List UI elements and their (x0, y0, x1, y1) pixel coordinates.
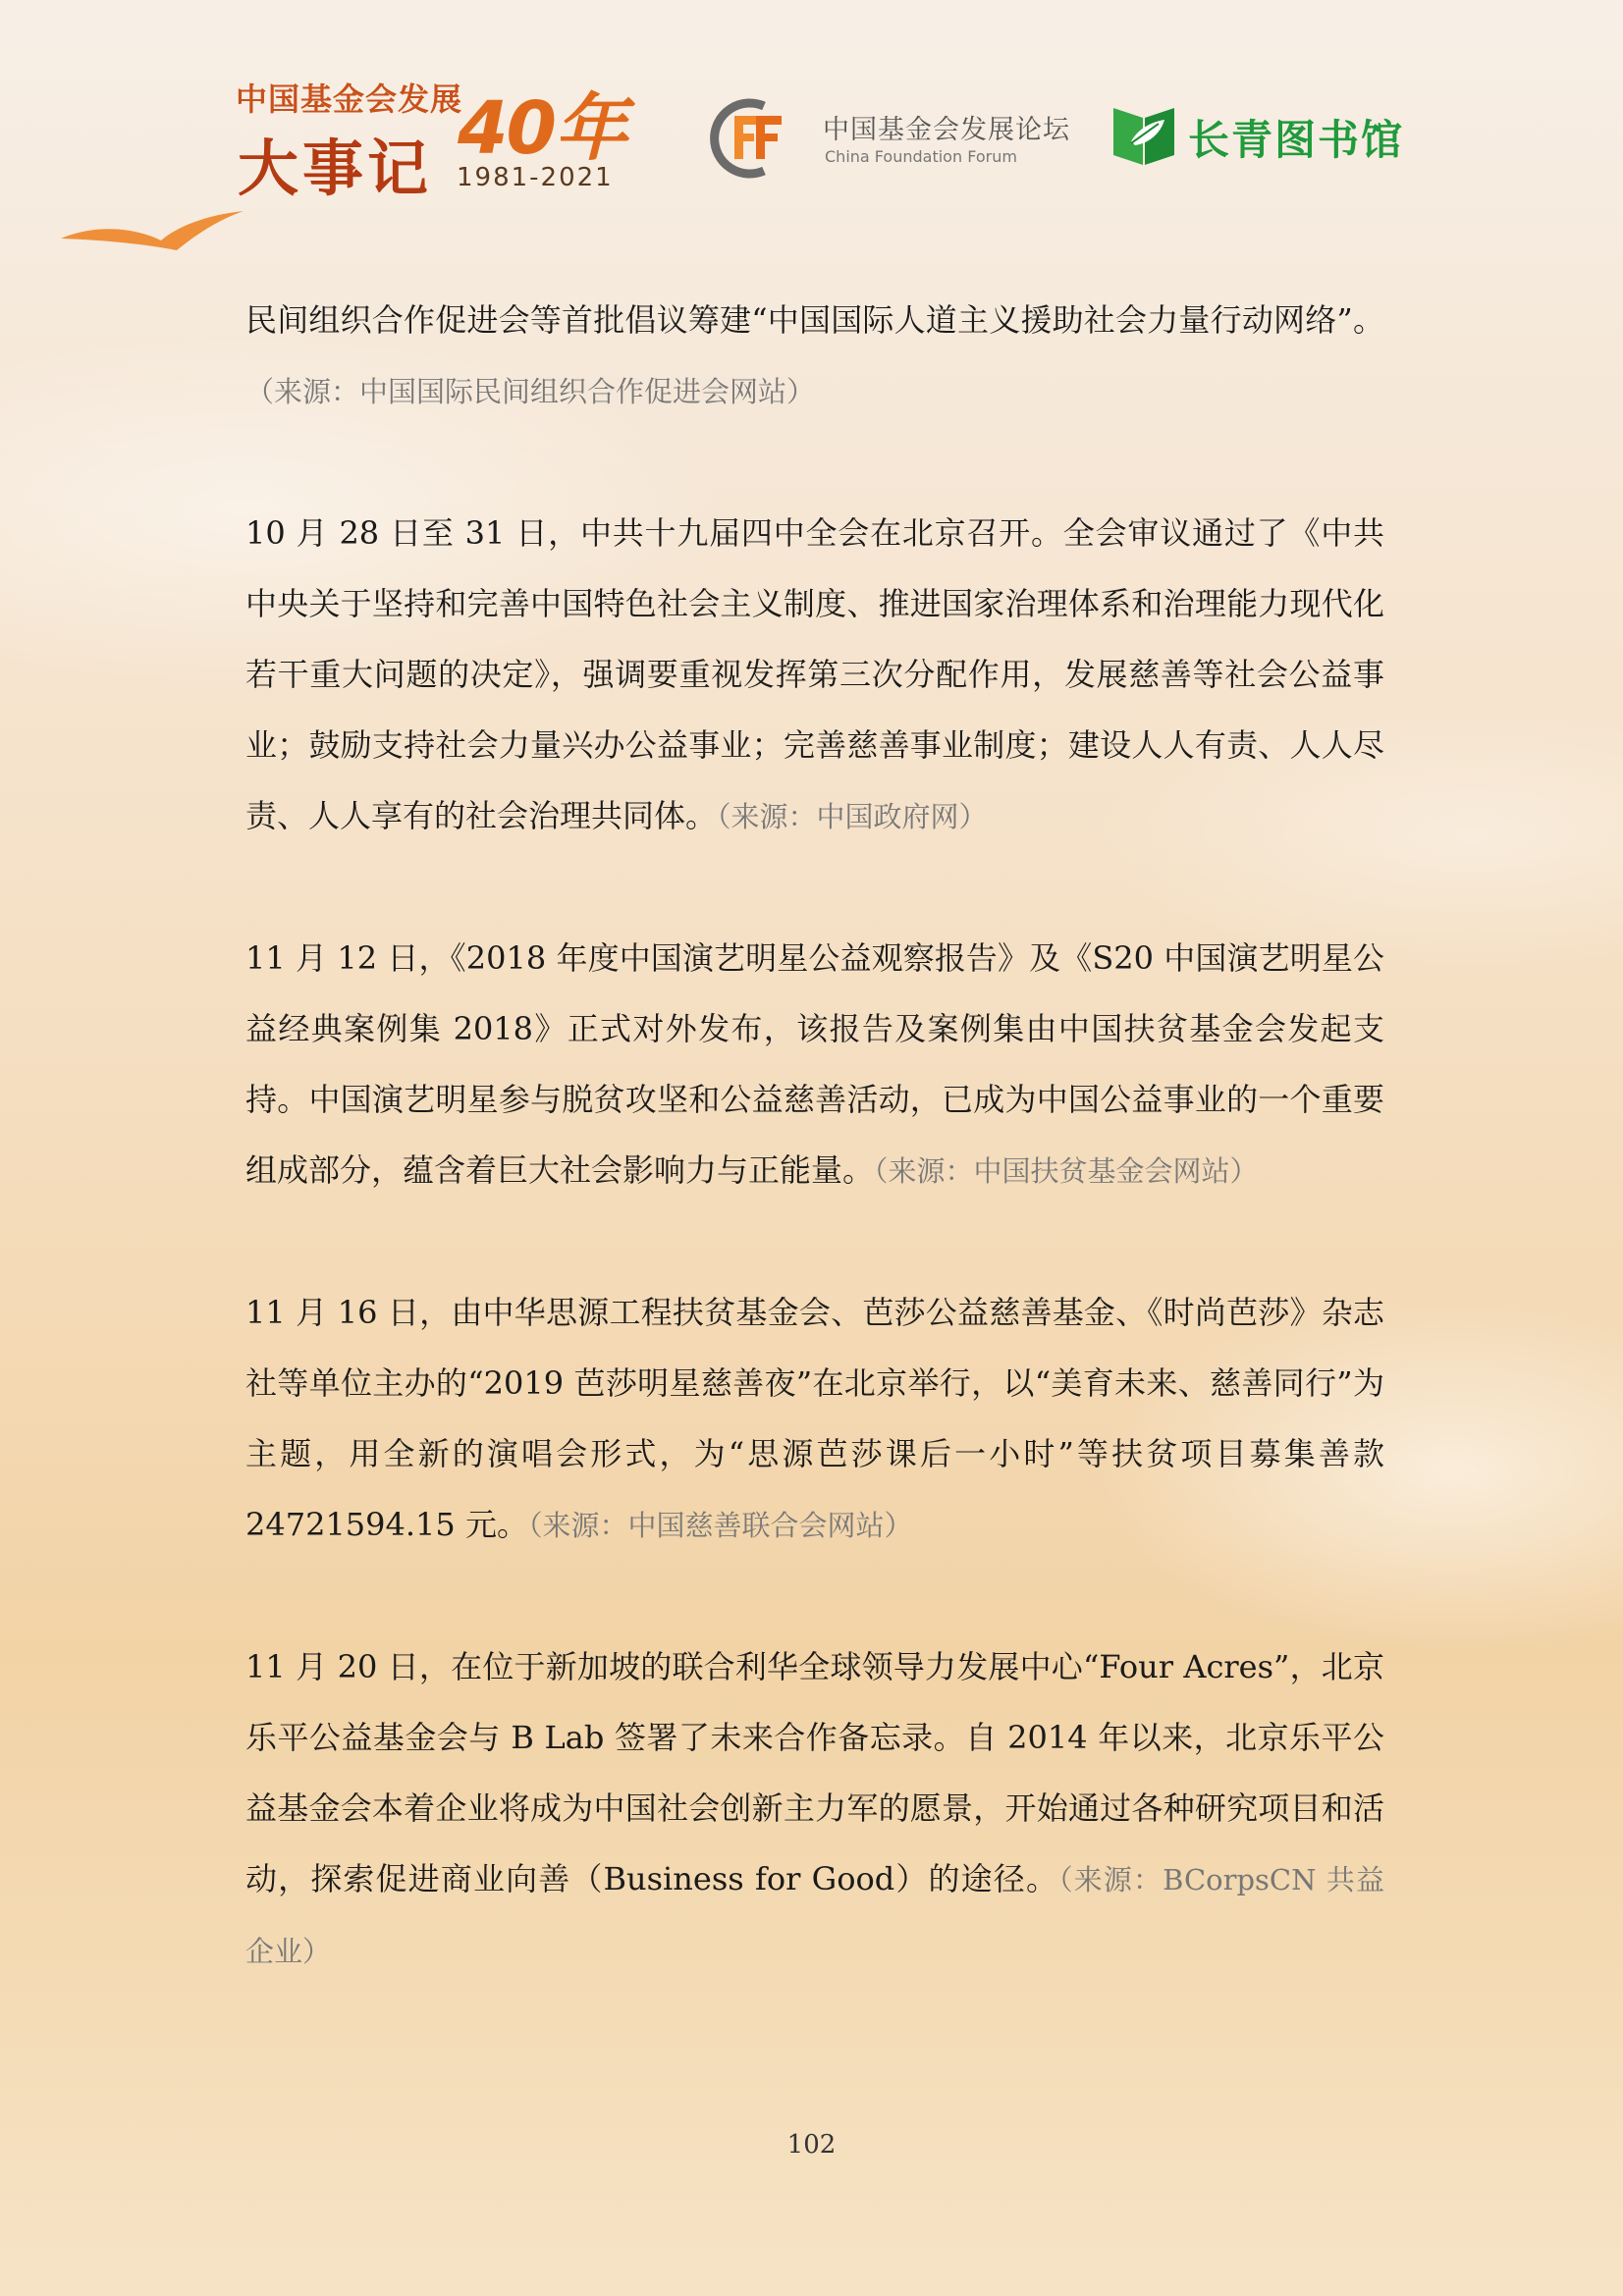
event-source: （来源：中国国际民间组织合作促进会网站） (245, 375, 816, 408)
event-text: 民间组织合作促进会等首批倡议筹建“中国国际人道主义援助社会力量行动网络”。 (245, 301, 1384, 339)
event-source: （来源：中国扶贫基金会网站） (874, 1154, 1259, 1188)
event-text: 11 月 12 日，《2018 年度中国演艺明星公益观察报告》及《S20 中国演艺明星公益经典案例集 2018》正式对外发布，该报告及案例集由中国扶贫基金会发起支持。中国演艺明星参与脱贫攻坚和公益慈善活动，已成为中国公益事业的一个重要组成部分，蕴含着巨大社会影响力与正能量。 (245, 939, 1384, 1189)
page-number: 102 (786, 2130, 837, 2160)
logo40-big-title: 大事记 (238, 133, 433, 204)
event-source: （来源：中国慈善联合会网站） (527, 1509, 913, 1542)
book-leaf-icon (1109, 98, 1178, 169)
event-source: （来源：中国政府网） (717, 800, 988, 833)
forty-years-logo (236, 69, 628, 204)
event-text: 11 月 16 日，由中华思源工程扶贫基金会、芭莎公益慈善基金、《时尚芭莎》杂志社等单位主办的“2019 芭莎明星慈善夜”在北京举行，以“美育未来、慈善同行”为主题，用全新的演唱会形式，为“思源芭莎课后一小时”等扶贫项目募集善款 24721594.15 元。 (245, 1294, 1384, 1543)
event-paragraph (245, 498, 1384, 852)
logo40-number: 40年 (458, 86, 625, 171)
cff-logo-icon (705, 94, 793, 183)
event-text: 10 月 28 日至 31 日，中共十九届四中全会在北京召开。全会审议通过了《中共中央关于坚持和完善中国特色社会主义制度、推进国家治理体系和治理能力现代化若干重大问题的决定》，强调要重视发挥第三次分配作用，发展慈善等社会公益事业；鼓励支持社会力量兴办公益事业；完善慈善事业制度；建设人人有责、人人尽责、人人享有的社会治理共同体。 (245, 514, 1384, 834)
evergreen-library-logo (1109, 98, 1424, 177)
logo40-small-title: 中国基金会发展 (236, 80, 463, 118)
logo40-years: 1981-2021 (457, 163, 614, 192)
library-name: 长青图书馆 (1188, 116, 1405, 164)
page-header (0, 0, 1623, 275)
event-list (245, 285, 1384, 2057)
event-paragraph (245, 285, 1384, 427)
seagull-icon (59, 201, 245, 260)
event-text: 11 月 20 日，在位于新加坡的联合利华全球领导力发展中心“Four Acres”，北京乐平公益基金会与 B Lab 签署了未来合作备忘录。自 2014 年以来，北京乐平公益基金会本着企业将成为中国社会创新主力军的愿景，开始通过各种研究项目和活动，探索促进商业向善（Business for Good）的途径。 (245, 1648, 1384, 1897)
event-paragraph (245, 1277, 1384, 1561)
china-foundation-forum-logo (705, 94, 1078, 183)
event-source: （来源：BCorpsCN 共益企业） (245, 1863, 1384, 1968)
event-paragraph (245, 923, 1384, 1206)
cff-name-cn: 中国基金会发展论坛 (823, 115, 1070, 145)
event-paragraph (245, 1631, 1384, 1987)
cff-name-en: China Foundation Forum (825, 147, 1017, 166)
